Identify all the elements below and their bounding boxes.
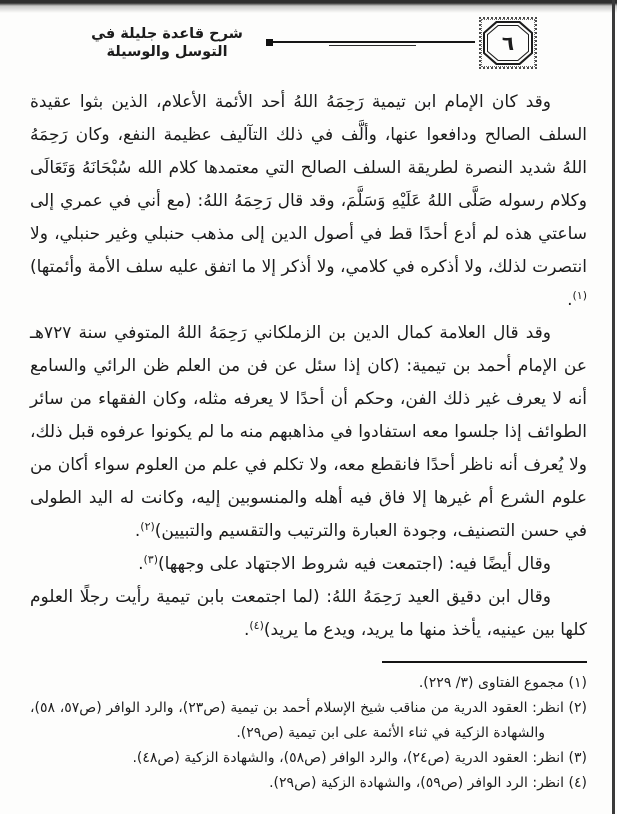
page-number-ornament [479, 17, 537, 69]
footnote-4-text: انظر: الرد الوافر (ص٥٩)، والشهادة الزكية (ص٢٩). [269, 775, 565, 791]
footnote-4 [30, 771, 587, 796]
scan-edge-right [612, 0, 615, 814]
footnote-2 [30, 696, 587, 746]
paragraph-3-tail: . [138, 554, 144, 574]
paragraph-1 [30, 86, 587, 317]
book-title: شرح قاعدة جليلة في التوسل والوسيلة [91, 25, 243, 60]
footnote-ref-2: (٢) [140, 520, 155, 533]
paragraph-2-tail: . [134, 521, 141, 541]
footnote-1-text: مجموع الفتاوى (٣/ ٢٢٩). [418, 675, 565, 691]
header-rule-subline [329, 45, 417, 46]
header-rule-line [272, 41, 475, 43]
footnote-2-text: انظر: العقود الدرية من مناقب شيخ الإسلام أحمد بن تيمية (ص٢٣)، والرد الوافر (ص٥٧، ٥٨)، والشهادة الزكية في ثناء الأئمة على ابن تيمية (ص٢٩). [30, 700, 564, 741]
paragraph-2 [30, 317, 587, 548]
footnote-2-marker: (٢) [568, 700, 587, 716]
footnote-3-text: انظر: العقود الدرية (ص٢٤)، والرد الوافر (ص٥٨)، والشهادة الزكية (ص٤٨). [132, 750, 565, 766]
paragraph-1-text: وقد كان الإمام ابن تيمية رَحِمَهُ اللهُ أحد الأئمة الأعلام، الذين بثوا عقيدة السلف الصالح ودافعوا عنها، وألَّف في ذلك التآليف عظيمة النفع، وكان رَحِمَهُ اللهُ شديد النصرة لطريقة السلف الصالح التي معتمدها كلام الله سُبْحَانَهُ وَتَعَالَى وكلام رسوله صَلَّى اللهُ عَلَيْهِ وَسَلَّمَ، وقد قال رَحِمَهُ اللهُ: (مع أني في عمري إلى ساعتي هذه لم أدع أحدًا قط في أصول الدين إلى مذهب حنبلي وغير حنبلي، ولا انتصرت لذلك، ولا أذكره في كلامي، ولا أذكر إلا ما اتفق عليه سلف الأمة وأئمتها) [30, 92, 587, 277]
paragraph-3-text: وقال أيضًا فيه: (اجتمعت فيه شروط الاجتهاد على وجهها) [157, 554, 551, 574]
footnote-ref-3: (٣) [143, 553, 158, 566]
footnote-1 [30, 671, 587, 696]
page-number: ٦ [501, 31, 515, 55]
scan-edge-top [0, 0, 617, 14]
paragraph-1-tail: . [567, 290, 573, 310]
page-header [72, 16, 537, 70]
paragraph-2-text: وقد قال العلامة كمال الدين بن الزملكاني رَحِمَهُ اللهُ المتوفي سنة ٧٢٧هـ عن الإمام أحمد بن تيمية: (كان إذا سئل عن فن من العلم ظن الرائي والسامع أنه لا يعرف غير ذلك الفن، وحكم أن أحدًا لا يعرفه مثله، وكان الفقهاء من سائر الطوائف إذا جلسوا معه استفادوا في مذاهبهم منه ما لم يكونوا عرفوه قبل ذلك، ولا يُعرف أنه ناظر أحدًا فانقطع معه، ولا تكلم في علم من العلوم سواء أكان من علوم الشرع أم غيرها إلا فاق فيه أهله والمنسوبين إليه، وكانت له اليد الطولى في حسن التصنيف، وجودة العبارة والترتيب والتقسيم والتبيين) [30, 323, 587, 541]
paragraph-4-tail: . [243, 620, 250, 640]
footnote-1-marker: (١) [568, 675, 587, 691]
footnote-3-marker: (٣) [568, 750, 587, 766]
footnote-separator [382, 661, 587, 663]
footnotes-section [0, 661, 617, 796]
paragraph-3 [30, 548, 587, 581]
header-rule [266, 38, 475, 48]
footnote-ref-1: (١) [572, 289, 587, 302]
footnote-3 [30, 746, 587, 771]
paragraph-4 [30, 581, 587, 647]
footnote-4-marker: (٤) [568, 775, 587, 791]
page-body [0, 86, 617, 647]
paragraph-4-text: وقال ابن دقيق العيد رَحِمَهُ اللهُ: (لما اجتمعت بابن تيمية رأيت رجلًا العلوم كلها بين عينيه، يأخذ منها ما يريد، ويدع ما يريد) [30, 587, 587, 640]
footnote-ref-4: (٤) [249, 619, 264, 632]
rule-square-ornament [266, 39, 273, 46]
